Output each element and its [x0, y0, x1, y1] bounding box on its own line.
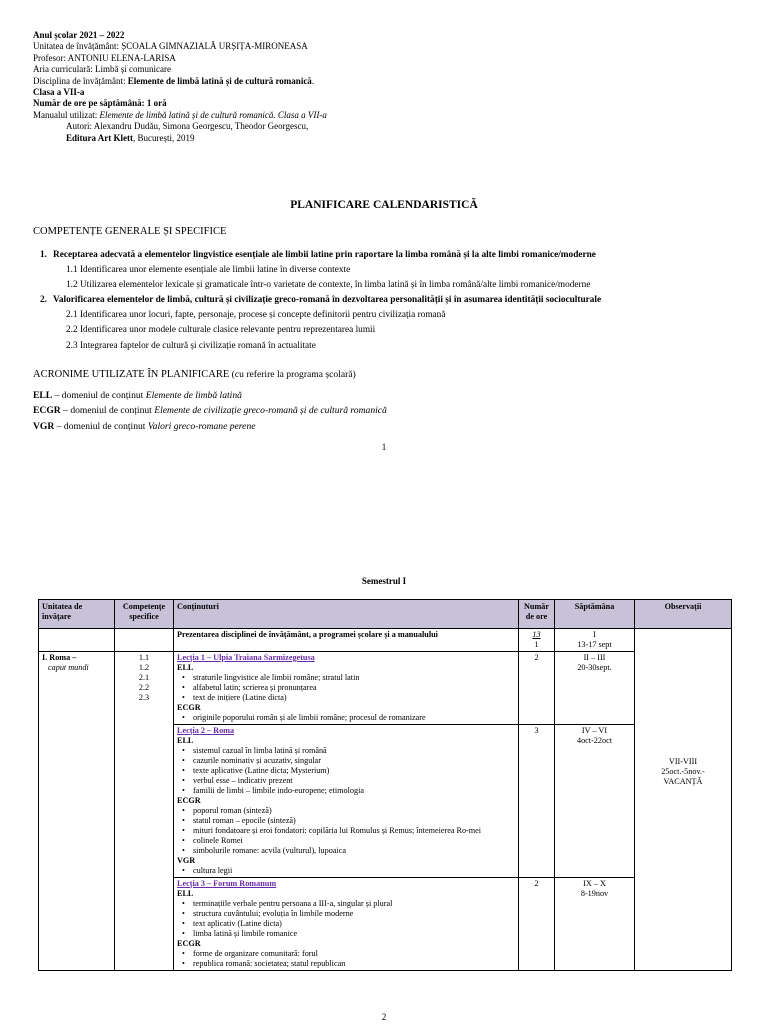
list-item: • straturile lingvistice ale limbii române; stratul latin [186, 673, 515, 683]
table-row [39, 652, 732, 725]
list-item: • statul roman – epocile (sinteză) [186, 816, 515, 826]
list-item: • mituri fondatoare și eroi fondatori: copilăria lui Romulus și Remus; întemeierea Ro-mei [186, 826, 515, 836]
intro-content: Prezentarea disciplinei de învățământ, a programei școlare și a manualului [174, 629, 519, 652]
list-item: • originile poporului român și ale limbii române; procesul de romanizare [186, 713, 515, 723]
general-competence-2: 2. Valorificarea elementelor de limbă, cultură și civilizație greco-romană în dezvoltarea personalității și în asumarea identității socioculturale [40, 295, 602, 305]
col-header-unit: Unitatea de învățare [39, 600, 115, 629]
competences-heading: COMPETENȚE GENERALE ȘI SPECIFICE [33, 226, 227, 237]
acronym-ell: ELL – domeniul de conținut Elemente de limbă latină [33, 390, 242, 401]
observations-cell: VII-VIII 25oct.-5nov.- VACANȚĂ [635, 629, 732, 971]
planning-table [38, 599, 732, 971]
list-item: • poporul roman (sinteză) [186, 806, 515, 816]
specific-competence-2-3: 2.3 Integrarea faptelor de cultură și civilizație romană în actualitate [66, 341, 316, 351]
acronym-ecgr: ECGR – domeniul de conținut Elemente de civilizație greco-romană și de cultură romanică [33, 405, 387, 416]
intro-hours: 13 1 [519, 629, 555, 652]
list-item: • texte aplicative (Latine dicta; Mysterium) [186, 766, 515, 776]
school-year: Anul școlar 2021 – 2022 [33, 30, 125, 40]
col-header-week: Săptămâna [555, 600, 635, 629]
textbook-line [33, 110, 327, 121]
lesson-1-hours: 2 [519, 652, 555, 725]
general-competence-1: 1. Receptarea adecvată a elementelor lingvistice esențiale ale limbii latine prin raportare la limba română și la alte limbi romanice/moderne [40, 250, 596, 260]
specific-competence-1-2: 1.2 Utilizarea elementelor lexicale și gramaticale într-o varietate de contexte, în limba latină și în limba română/alte limbi romanice/moderne [66, 280, 591, 290]
specific-competence-2-2: 2.2 Identificarea unor modele culturale clasice relevante pentru reprezentarea lumii [66, 325, 376, 335]
page-number-2: 2 [381, 1012, 387, 1022]
lesson-2-hours: 3 [519, 725, 555, 878]
publisher-city: , București, 2019 [133, 132, 195, 143]
textbook-label: Manualul utilizat: [33, 109, 98, 120]
page-title: PLANIFICARE CALENDARISTICĂ [290, 199, 478, 211]
school-unit-value: ȘCOALA GIMNAZIALĂ URȘIȚA-MIRONEASA [121, 41, 308, 52]
list-item: • verbul esse – indicativ prezent [186, 776, 515, 786]
lesson-3-title: Lecția 3 – Forum Romanum [177, 879, 277, 888]
col-header-contents: Conținuturi [174, 600, 519, 629]
authors-line: Autori: Alexandru Dudău, Simona Georgescu, Theodor Georgescu, [66, 121, 309, 132]
list-item: • simbolurile romane: acvila (vulturul), lupoaica [186, 846, 515, 856]
list-item: • terminațiile verbale pentru persoana a III-a, singular și plural [186, 899, 515, 909]
list-item: • familii de limbi – limbile indo-europene; etimologia [186, 786, 515, 796]
lesson-3-content: Lecția 3 – Forum Romanum ELL • terminațiile verbale pentru persoana a III-a, singular și plural • structura cuvântului; evoluția în limbile moderne • text aplicativ (Latine dicta) • limba latină și limbile romanice ECGR • forme de organizare comunitară: forul • republica romană: societatea; statul republican [174, 878, 519, 971]
lesson-3-hours: 2 [519, 878, 555, 971]
publisher-name: Editura Art Klett [66, 132, 133, 143]
list-item: • text aplicativ (Latine dicta) [186, 919, 515, 929]
col-header-competences: Competențe specifice [115, 600, 174, 629]
list-item: • text de inițiere (Latine dicta) [186, 693, 515, 703]
list-item: • colinele Romei [186, 836, 515, 846]
lesson-1-content: Lecția 1 – Ulpia Traiana Sarmizegetusa ELL • straturile lingvistice ale limbii române; stratul latin • alfabetul latin; scrierea și pronunțarea • text de inițiere (Latine dicta) ECGR • originile poporului român și ale limbii române; procesul de romanizare [174, 652, 519, 725]
list-item: • limba latină și limbile romanice [186, 929, 515, 939]
competences-cell: 1.1 1.2 2.1 2.2 2.3 [115, 652, 174, 971]
lesson-2-content: Lecția 2 – Roma ELL • sistemul cazual în limba latină și română • cazurile nominativ și acuzativ, singular • texte aplicative (Latine dicta; Mysterium) • verbul esse – indicativ prezent • familii de limbi – limbile indo-europene; etimologia ECGR • poporul roman (sinteză) • statul roman – epocile (sinteză) • mituri fondatoare și eroi fondatori: copilăria lui Romulus și Remus; întemeierea Ro-mei • colinele Romei • simbolurile romane: acvila (vulturul), lupoaica VGR • cultura legii [174, 725, 519, 878]
col-header-observations: Observații [635, 600, 732, 629]
list-item: • cultura legii [186, 866, 515, 876]
specific-competence-1-1: 1.1 Identificarea unor elemente esențiale ale limbii latine în diverse contexte [66, 265, 351, 275]
lesson-3-week: IX – X 8-19nov [555, 878, 635, 971]
list-item: • structura cuvântului; evoluția în limbile moderne [186, 909, 515, 919]
intro-week: I 13-17 sept [555, 629, 635, 652]
specific-competence-2-1: 2.1 Identificarea unor locuri, fapte, personaje, procese și concepte definitorii pentru civilizația romană [66, 310, 446, 320]
acronym-vgr: VGR – domeniul de conținut Valori greco-romane perene [33, 421, 256, 432]
lesson-2-title: Lecția 2 – Roma [177, 726, 235, 735]
school-unit-line [33, 41, 327, 52]
table-header-row [39, 600, 732, 629]
document-header [33, 30, 327, 144]
publisher-line [33, 133, 327, 144]
teacher-line: Profesor: ANTONIU ELENA-LARISA [33, 52, 176, 63]
list-item: • republica romană: societatea; statul republican [186, 959, 515, 969]
hours-per-week-line: Număr de ore pe săptămână: 1 oră [33, 98, 167, 109]
lesson-1-week: II – III 20-30sept. [555, 652, 635, 725]
acronyms-heading: ACRONIME UTILIZATE ÎN PLANIFICARE (cu referire la programa școlară) [33, 369, 356, 380]
class-line: Clasa a VII-a [33, 87, 85, 98]
lesson-2-week: IV – VI 4oct-22oct [555, 725, 635, 878]
textbook-value: Elemente de limbă latină și de cultură romanică. Clasa a VII-a [99, 109, 327, 120]
discipline-line: Disciplina de învățământ: Elemente de limbă latină și de cultură romanică. [33, 75, 315, 86]
list-item: • forme de organizare comunitară: forul [186, 949, 515, 959]
table-row-intro [39, 629, 732, 652]
list-item: • sistemul cazual în limba latină și română [186, 746, 515, 756]
col-header-hours: Număr de ore [519, 600, 555, 629]
curricular-area-line: Aria curriculară: Limbă și comunicare [33, 64, 171, 75]
semester-title: Semestrul I [361, 576, 407, 586]
cell-empty [39, 629, 115, 652]
list-item: • cazurile nominativ și acuzativ, singular [186, 756, 515, 766]
page-number-1: 1 [381, 442, 387, 452]
unit-cell: I. Roma – caput mundi [39, 652, 115, 971]
lesson-1-title: Lecția 1 – Ulpia Traiana Sarmizegetusa [177, 653, 315, 662]
cell-empty [115, 629, 174, 652]
school-unit-label: Unitatea de învățământ: [33, 41, 119, 52]
discipline-value: Elemente de limbă latină și de cultură romanică [127, 75, 312, 86]
discipline-label: Disciplina de învățământ: [33, 75, 126, 86]
list-item: • alfabetul latin; scrierea și pronunțarea [186, 683, 515, 693]
